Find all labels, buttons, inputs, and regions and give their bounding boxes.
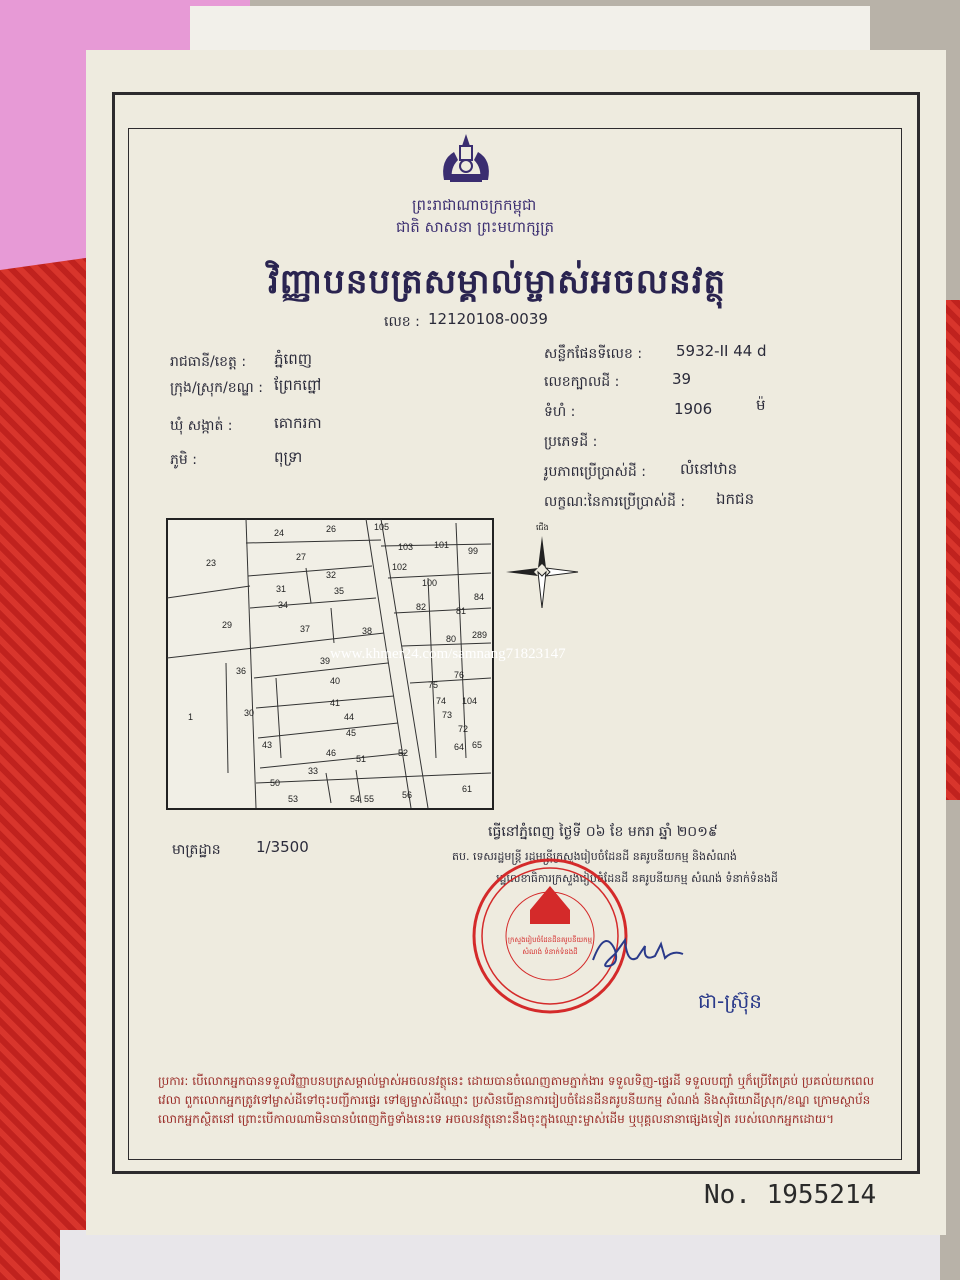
- parcel-number: 65: [472, 740, 483, 750]
- parcel-number: 1: [188, 712, 194, 722]
- certificate-title: វិញ្ញាបនបត្រសម្គាល់ម្ចាស់អចលនវត្ថុ: [268, 262, 727, 302]
- province-value: ភ្នំពេញ: [274, 350, 313, 368]
- scale-label: មាត្រដ្ឋាន: [172, 842, 221, 858]
- village-value: ពុទ្រា: [274, 448, 303, 466]
- parcel-no-value: 39: [672, 370, 692, 388]
- parcel-number: 38: [362, 626, 373, 636]
- parcel-number: 40: [330, 676, 341, 686]
- parcel-number: 39: [320, 656, 331, 666]
- size-value: 1906: [674, 400, 713, 418]
- parcel-number: 30: [244, 708, 255, 718]
- parcel-number: 101: [434, 540, 450, 550]
- seal-line-1: ក្រសួងរៀបចំដែនដីនគរូបនីយកម្ម: [507, 936, 593, 944]
- land-type-label: ប្រភេទដី :: [544, 434, 598, 450]
- parcel-number: 37: [300, 624, 311, 634]
- parcel-number: 32: [326, 570, 337, 580]
- land-use-value: លំនៅឋាន: [680, 460, 738, 478]
- royal-emblem-icon: [436, 130, 496, 190]
- parcel-number: 46: [326, 748, 337, 758]
- size-label: ទំហំ :: [544, 404, 576, 420]
- parcel-number: 104: [462, 696, 478, 706]
- parcel-number: 55: [364, 794, 375, 804]
- parcel-number: 84: [474, 592, 485, 602]
- parcel-number: 24: [274, 528, 285, 538]
- parcel-number: 51: [356, 754, 367, 764]
- parcel-number: 43: [262, 740, 273, 750]
- number-label: លេខ :: [384, 314, 420, 330]
- plastic-sheet: [60, 1230, 940, 1280]
- motto-heading: ជាតិ សាសនា ព្រះមហាក្សត្រ: [396, 218, 555, 236]
- parcel-number: 50: [270, 778, 281, 788]
- parcel-number: 36: [236, 666, 247, 676]
- parcel-number: 82: [416, 602, 427, 612]
- issue-date: ធ្វើនៅភ្នំពេញ ថ្ងៃទី ០៦ ខែ មករា ឆ្នាំ ២០១៩: [488, 824, 718, 840]
- parcel-number: 72: [458, 724, 469, 734]
- commune-label: ឃុំ សង្កាត់ :: [170, 418, 233, 434]
- map-sheet-value: 5932-II 44 d: [676, 342, 767, 360]
- parcel-number: 102: [392, 562, 408, 572]
- parcel-number: 80: [446, 634, 457, 644]
- parcel-number: 45: [346, 728, 357, 738]
- north-label: ជើង: [536, 523, 549, 532]
- parcel-number: 41: [330, 698, 341, 708]
- compass-rose-icon: [502, 520, 582, 612]
- parcel-number: 81: [456, 606, 467, 616]
- district-label: ក្រុង/ស្រុក/ខណ្ឌ :: [170, 380, 263, 396]
- cadastral-map: [166, 518, 496, 812]
- parcel-number: 105: [374, 522, 390, 532]
- parcel-number: 54: [350, 794, 361, 804]
- parcel-number: 27: [296, 552, 307, 562]
- certificate-number: 12120108-0039: [428, 310, 548, 328]
- signatory-name: ជា-ស្រ៊ុន: [698, 989, 762, 1013]
- scale-value: 1/3500: [256, 838, 309, 856]
- authority-line-1: តប. ទេសរដ្ឋមន្ត្រី រដ្ឋមន្ត្រីក្រសួងរៀបចំដែនដី នគរូបនីយកម្ម និងសំណង់: [452, 850, 737, 863]
- use-character-label: លក្ខណៈនៃការប្រើប្រាស់ដី :: [544, 494, 686, 510]
- village-label: ភូមិ :: [170, 452, 197, 468]
- size-unit: ម៉: [756, 396, 766, 414]
- handwritten-signature: [585, 920, 695, 980]
- parcel-number: 76: [454, 670, 465, 680]
- seal-line-2: សំណង់ ទំនាក់ទំនងដី: [522, 948, 578, 956]
- parcel-number: 33: [308, 766, 319, 776]
- land-use-label: រូបភាពប្រើប្រាស់ដី :: [544, 464, 646, 480]
- district-value: ព្រែកព្នៅ: [274, 376, 322, 394]
- serial-number: No. 1955214: [704, 1180, 877, 1210]
- commune-value: គោករកា: [274, 414, 322, 432]
- parcel-number: 29: [222, 620, 233, 630]
- authority-line-2: រដ្ឋលេខាធិការក្រសួងរៀបចំដែនដី នគរូបនីយកម្ម សំណង់ ទំនាក់ទំនងដី: [496, 872, 778, 885]
- parcel-number: 35: [334, 586, 345, 596]
- parcel-number: 34: [278, 600, 289, 610]
- parcel-no-label: លេខក្បាលដី :: [544, 374, 620, 390]
- parcel-number: 100: [422, 578, 438, 588]
- parcel-number: 61: [462, 784, 473, 794]
- parcel-number: 31: [276, 584, 287, 594]
- map-sheet-label: សន្លឹកផែនទីលេខ :: [544, 346, 643, 362]
- legal-notice: ប្រការ: បើលោកអ្នកបានទទួលវិញ្ញាបនបត្រសម្គាល់ម្ចាស់អចលនវត្ថុនេះ ដោយបានចំណេញតាមភ្នាក់ងារ ទទួលទិញ-ផ្ទេរដី ទទួលបញ្ចាំ ឬក៏ប្រើតែគ្រប់ ប្រគល់យកពេលវេលា ពួកលោកអ្នកត្រូវទៅម្ចាស់ដីទៅចុះបញ្ជីការផ្ទេរ ទៅឲ្យម្ចាស់ដីឈ្មោះ ប្រសិនបើគ្មានការរៀបចំដែនដីនគរូបនីយកម្ម សំណង់ និងសុរិយោដីស្រុក/ខណ្ឌ ក្រោមស្ថាប័នលោកអ្នកស្ថិតនៅ ព្រោះបើកាលណាមិនបានបំពេញកិច្ចទាំងនេះទេ អចលនវត្ថុនោះនឹងចុះក្នុងឈ្មោះម្ចាស់ដើម ឬបុគ្គលនានាផ្សេងទៀត របស់លោកអ្នកដោយ។: [158, 1074, 875, 1126]
- parcel-number: 289: [472, 630, 488, 640]
- parcel-number: 23: [206, 558, 217, 568]
- parcel-number: 52: [398, 748, 409, 758]
- parcel-number: 56: [402, 790, 413, 800]
- parcel-number: 103: [398, 542, 414, 552]
- parcel-number: 74: [436, 696, 447, 706]
- kingdom-heading: ព្រះរាជាណាចក្រកម្ពុជា: [412, 196, 537, 214]
- parcel-number: 99: [468, 546, 479, 556]
- parcel-number: 26: [326, 524, 337, 534]
- watermark-text: www.khmer24.com/samnang71823147: [330, 646, 566, 662]
- parcel-number: 44: [344, 712, 355, 722]
- use-character-value: ឯកជន: [716, 490, 755, 508]
- parcel-number: 64: [454, 742, 465, 752]
- parcel-number: 53: [288, 794, 299, 804]
- province-label: រាជធានី/ខេត្ត :: [170, 354, 247, 370]
- parcel-number: 73: [442, 710, 453, 720]
- parcel-number: 75: [428, 680, 439, 690]
